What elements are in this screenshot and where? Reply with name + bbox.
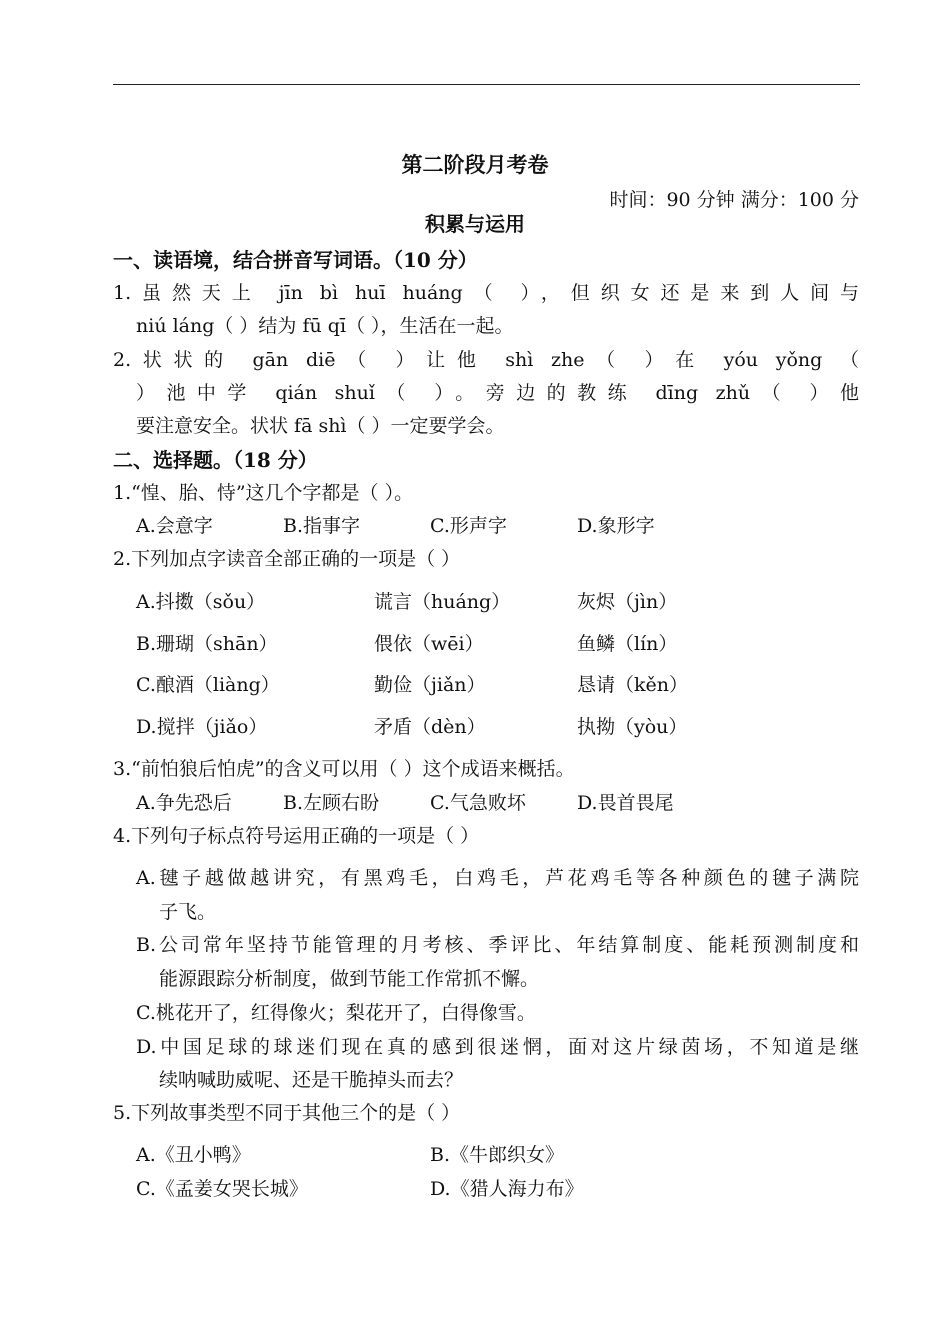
s2-q5-option-c: C.《孟姜女哭长城》: [136, 1178, 308, 1200]
s2-q4-option-a-line1: A.毽子越做越讲究，有黑鸡毛，白鸡毛，芦花鸡毛等各种颜色的毽子满院: [136, 867, 859, 889]
s2-q1-option-b: B.指事字: [283, 515, 361, 537]
s2-q2-row-b-col1: B.珊瑚（shān）: [136, 633, 278, 655]
s2-q2-row-a-col2: 谎言（huáng）: [374, 591, 511, 613]
s2-q2-row-c-col3: 恳请（kěn）: [577, 674, 688, 696]
s2-q4-option-c: C.桃花开了，红得像火；梨花开了，白得像雪。: [136, 1002, 536, 1024]
s2-q3-option-a: A.争先恐后: [136, 792, 232, 814]
s2-q5-option-d: D.《猎人海力布》: [430, 1178, 584, 1200]
s2-q5-option-a: A.《丑小鸭》: [136, 1144, 251, 1166]
s1-q2-line2: ）池中学 qián shuǐ（ ）。旁边的教练 dīng zhǔ（ ）他: [136, 382, 859, 404]
s2-q2-row-b-col2: 偎依（wēi）: [374, 633, 484, 655]
s2-q1-stem: 1.“惶、胎、恃”这几个字都是（ ）。: [113, 482, 414, 504]
s2-q3-option-d: D.畏首畏尾: [577, 792, 674, 814]
s2-q2-row-d-col1: D.搅拌（jiǎo）: [136, 716, 268, 738]
s2-q2-stem: 2.下列加点字读音全部正确的一项是（ ）: [113, 548, 461, 570]
s2-q2-row-b-col3: 鱼鳞（lín）: [577, 633, 678, 655]
s2-q2-row-c-col1: C.酿酒（liàng）: [136, 674, 280, 696]
s2-q3-option-c: C.气急败坏: [430, 792, 526, 814]
s1-q2-line3: 要注意安全。状状 fā shì（ ）一定要学会。: [136, 415, 505, 437]
s2-q2-row-a-col1: A.抖擞（sǒu）: [136, 591, 266, 613]
s2-q3-option-b: B.左顾右盼: [283, 792, 380, 814]
s2-q2-row-a-col3: 灰烬（jìn）: [577, 591, 678, 613]
time-limit-info: 时间：90 分钟 满分：100 分: [609, 189, 859, 211]
s2-q3-stem: 3.“前怕狼后怕虎”的含义可以用（ ）这个成语来概括。: [113, 758, 575, 780]
s2-q1-option-a: A.会意字: [136, 515, 213, 537]
section1-heading: 一、读语境，结合拼音写词语。（10 分）: [113, 248, 478, 272]
s2-q4-option-d-line1: D.中国足球的球迷们现在真的感到很迷惘，面对这片绿茵场，不知道是继: [136, 1036, 859, 1058]
page-title: 第二阶段月考卷: [401, 152, 549, 177]
header-rule: [113, 84, 860, 85]
s2-q4-option-d-line2: 续呐喊助威呢、还是干脆掉头而去？: [159, 1069, 464, 1091]
s2-q4-option-b-line1: B.公司常年坚持节能管理的月考核、季评比、年结算制度、能耗预测制度和: [136, 934, 859, 956]
s2-q2-row-d-col3: 执拗（yòu）: [577, 716, 688, 738]
s2-q5-option-b: B.《牛郎织女》: [430, 1144, 565, 1166]
section2-heading: 二、选择题。（18 分）: [113, 448, 318, 472]
s2-q4-option-a-line2: 子飞。: [159, 901, 217, 923]
section-group-title: 积累与运用: [425, 212, 525, 236]
s1-q1-line1: 1.虽然天上 jīn bì huī huáng（ ），但织女还是来到人间与: [113, 282, 859, 304]
s1-q1-line2: niú láng（ ）结为 fū qī（ ），生活在一起。: [136, 315, 514, 337]
s2-q5-stem: 5.下列故事类型不同于其他三个的是（ ）: [113, 1102, 461, 1124]
s2-q4-option-b-line2: 能源跟踪分析制度，做到节能工作常抓不懈。: [159, 968, 540, 990]
s2-q2-row-d-col2: 矛盾（dèn）: [374, 716, 486, 738]
s2-q4-stem: 4.下列句子标点符号运用正确的一项是（ ）: [113, 825, 480, 847]
s2-q1-option-c: C.形声字: [430, 515, 507, 537]
s1-q2-line1: 2.状状的 gān diē（ ）让他 shì zhe（ ）在 yóu yǒng （: [113, 349, 859, 371]
s2-q2-row-c-col2: 勤俭（jiǎn）: [374, 674, 486, 696]
s2-q1-option-d: D.象形字: [577, 515, 655, 537]
